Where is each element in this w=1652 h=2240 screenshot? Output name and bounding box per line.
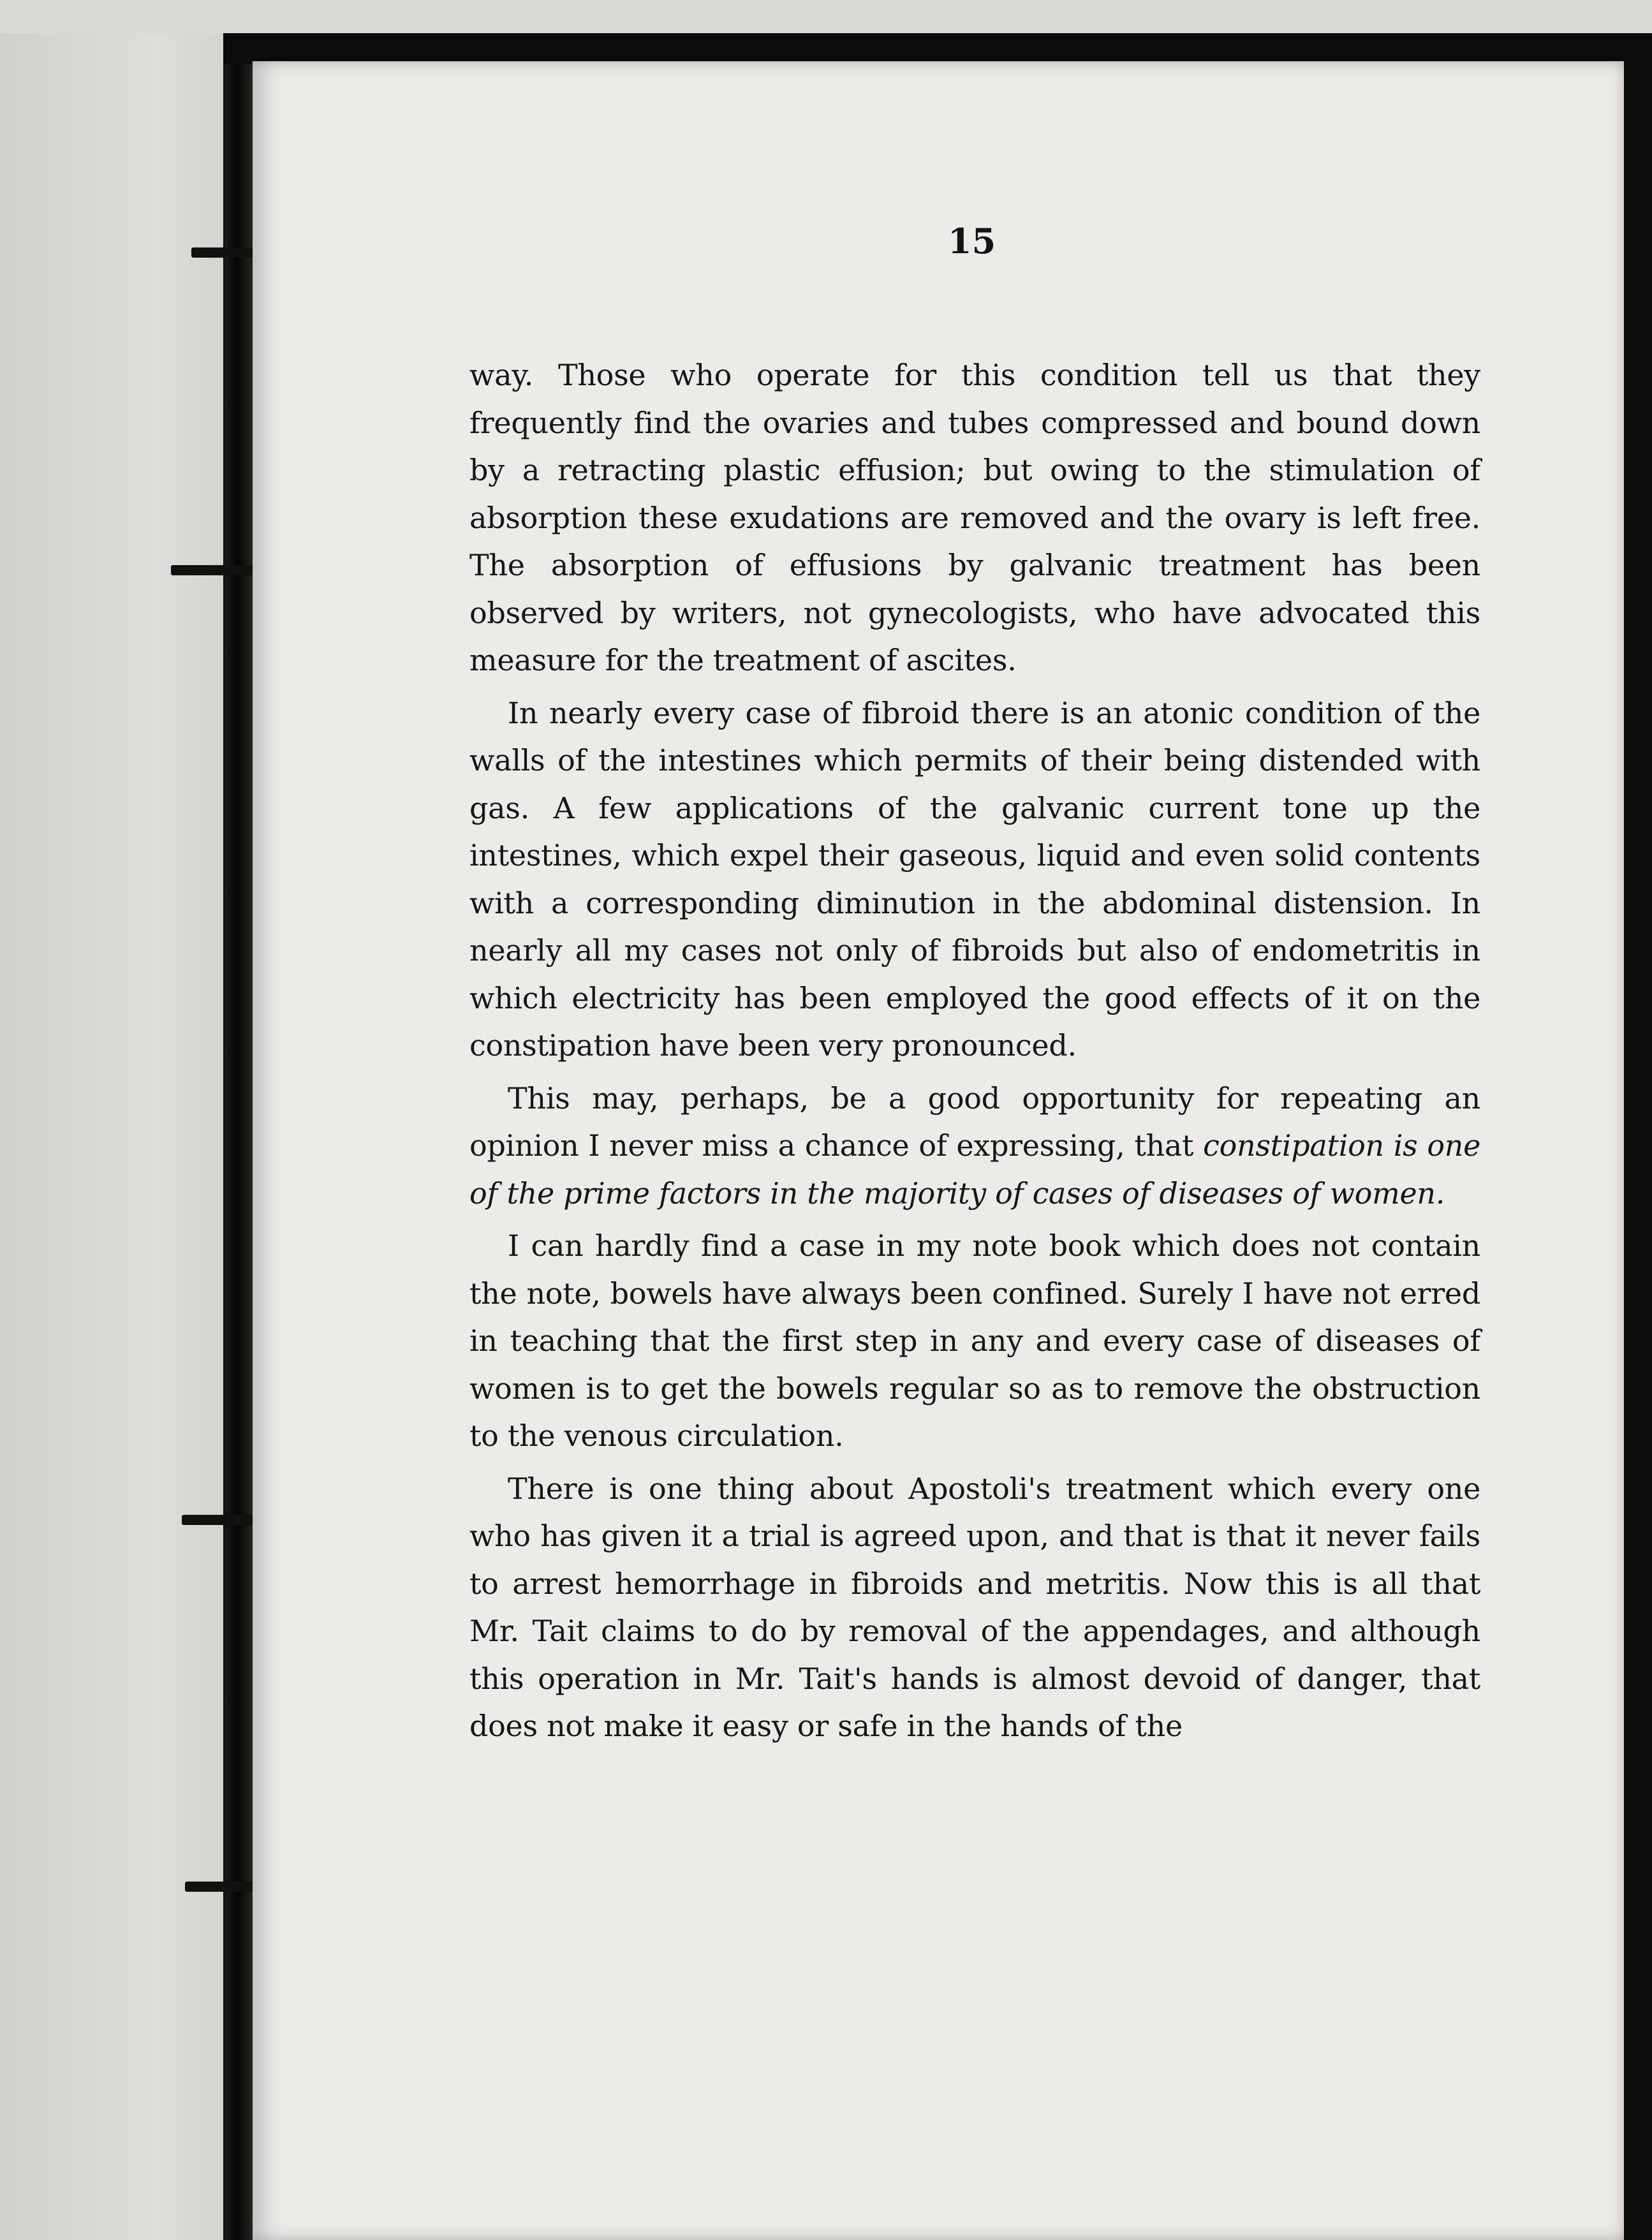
book-page xyxy=(253,61,1624,2240)
left-facing-page xyxy=(0,33,223,2240)
paragraph: way. Those who operate for this condition tell us that they frequently find the ovaries and tubes compressed and bound down by a retracting plastic effusion; but owing to the stimulation of absorption these exudations are removed and the ovary is left free. The absorption of effusions by galvanic treatment has been observed by writers, not gynecologists, who have advocated this measure for the treatment of ascites. xyxy=(469,358,1480,677)
binding-spine xyxy=(225,64,254,2240)
paragraph xyxy=(469,1075,1480,1218)
body-text xyxy=(469,351,1480,1755)
italic-emphasis: constipation is one of the prime factors in the majority of cases of diseases of women. xyxy=(469,1128,1481,1211)
paragraph: In nearly every case of fibroid there is an atonic condition of the walls of the intestines which permits of their being distended with gas. A few applications of the galvanic current tone up the intestines, which expel their gaseous, liquid and even solid contents with a corresponding diminution in the abdominal distension. In nearly all my cases not only of fibroids but also of endometritis in which electricity has been employed the good effects of it on the constipation have been very pronounced. xyxy=(469,695,1480,1063)
page-number: 15 xyxy=(948,221,996,262)
top-paper-edge xyxy=(0,0,1652,33)
paragraph: There is one thing about Apostoli's treatment which every one who has given it a trial is agreed upon, and that is that it never fails to arrest hemorrhage in fibroids and metritis. Now this is all that Mr. Tait claims to do by removal of the appendages, and although this operation in Mr. Tait's hands is almost devoid of danger, that does not make it easy or safe in the hands of the xyxy=(469,1471,1480,1743)
binding-stitch xyxy=(185,1882,255,1892)
paragraph: I can hardly find a case in my note book which does not contain the note, bowels have always been confined. Surely I have not erred in teaching that the first step in any and every case of diseases of women is to get the bowels regular so as to remove the obstruction to the venous circulation. xyxy=(469,1228,1480,1453)
paragraph-text: This may, perhaps, be a good opportunity for repeating an opinion I never miss a chance of expressing, that xyxy=(469,1080,1480,1163)
